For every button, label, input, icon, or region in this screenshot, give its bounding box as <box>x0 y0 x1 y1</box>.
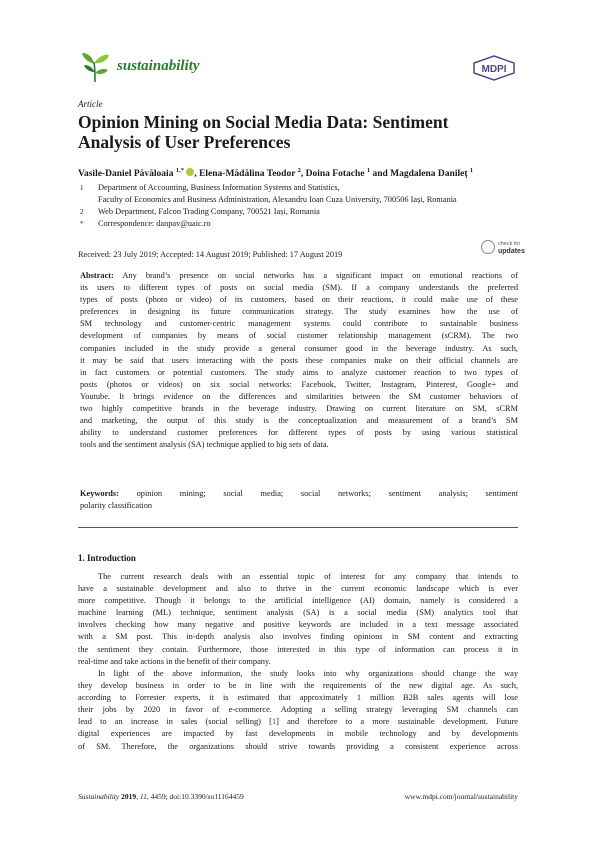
paragraph-line: involves checking how many negative and positive keywords are included in a text message associated <box>78 620 518 630</box>
paragraph-line: The current research deals with an essential topic of interest for any company that intends to <box>98 572 518 581</box>
keywords-text: opinion mining; social media; social networks; sentiment analysis; sentiment <box>118 489 518 498</box>
abstract-line: in fact customers or potential customers. The study aims to analyze customer reaction to two types of <box>80 367 518 377</box>
footer-year: 2019 <box>121 792 137 801</box>
paragraph-line: have a sustainable development and also to thrive in the current economic landscape which is ever <box>78 584 518 594</box>
abstract <box>80 270 518 451</box>
author-affiliation-mark: 1 <box>469 167 474 174</box>
affiliation-text: Web Department, Falcon Trading Company, 700521 Iași, Romania <box>98 207 320 216</box>
paragraph-line <box>78 716 518 728</box>
abstract-text: Any brand’s presence on social networks has a significant impact on emotional reactions of <box>113 271 518 280</box>
keywords-line <box>80 488 518 500</box>
paragraph-line: they develop business in order to be in line with the requirements of the new digital age. As such, <box>78 681 518 691</box>
paragraph-line: of SM. Therefore, the organizations should strive towards providing a consistent experience across <box>78 741 518 751</box>
affiliation-mark: * <box>80 220 84 228</box>
author-affiliation-mark: 1 <box>366 167 371 174</box>
abstract-line <box>80 270 518 282</box>
abstract-line: SM technology and customer-centric management systems could contribute to sustainable business <box>80 319 518 329</box>
article-type: Article <box>78 99 103 109</box>
abstract-line: and marketing, the output of this study is the conceptualization and measurement of a brand’s SM <box>80 416 518 426</box>
paragraph-line: more competitive. Though it belongs to the artificial intelligence (AI) domain, namely is considered a <box>78 596 518 606</box>
abstract-line: two highly competitive brands in the beverage industry. Drawing on current literature on SM, sCRM <box>80 404 518 414</box>
affiliation-text: Department of Accounting, Business Information Systems and Statistics, <box>98 183 340 192</box>
section-heading: 1. Introduction <box>78 553 136 563</box>
keywords <box>80 488 518 512</box>
footer-journal: Sustainability <box>78 792 120 801</box>
author-name[interactable]: , Doina Fotache <box>300 169 365 180</box>
mdpi-logo <box>472 55 516 81</box>
abstract-line: ability to understand customer preferences for different types of posts by using various statistical <box>80 428 518 438</box>
intro-paragraph-2 <box>78 668 518 753</box>
paragraph-text: ] and therefore to a more sustainable development. Future <box>276 717 518 727</box>
author-name[interactable]: Vasile-Daniel Păvăloaia <box>78 169 174 180</box>
author-name[interactable]: and Magdalena Danileț <box>370 169 468 180</box>
author-affiliation-mark: 1,* <box>175 167 184 174</box>
title-line: Analysis of User Preferences <box>78 132 291 152</box>
affiliation-text: Faculty of Economics and Business Administration, Alexandru Ioan Cuza University, 700506 Iași, Romania <box>98 195 457 204</box>
paragraph-line: with a SM post. This in-depth analysis also involves finding opinions in SM content and extracting <box>78 632 518 642</box>
title-line: Opinion Mining on Social Media Data: Sentiment <box>78 112 449 132</box>
abstract-line: its users to different types of posts on social media (SM). If a company understands the preferred <box>80 283 518 293</box>
abstract-line: posts (photos or videos) on six social networks: Facebook, Twitter, Instagram, Pinterest, Google+ and <box>80 379 518 389</box>
paragraph-line: real-time and take actions in the benefit of their company. <box>78 656 271 666</box>
citation-link[interactable]: 1 <box>271 717 277 727</box>
author-affiliation-mark: 2 <box>297 167 301 174</box>
author-list <box>78 167 528 179</box>
paragraph-line: their jobs by 2020 in favor of e-commerce. Adopting a selling strategy leveraging SM channels can <box>78 705 518 715</box>
affiliation-mark: 2 <box>80 208 84 216</box>
paragraph-text: lead to an increase in sales (social selling) [ <box>78 717 272 727</box>
section-divider <box>78 527 518 528</box>
abstract-line: development of companies by means of social customer relationship management (sCRM). The two <box>80 331 518 341</box>
abstract-label: Abstract: <box>80 271 114 280</box>
abstract-line: preferences in designing its future communication strategy. The study examines how the use of <box>80 307 518 317</box>
keywords-label: Keywords: <box>80 489 119 498</box>
paragraph-line: digital experiences are impacted by fast developments in mobile technology and by developments <box>78 729 518 739</box>
paragraph-line: according to Forrester experts, it is estimated that approximately 1 million B2B sales agents will lose <box>78 693 518 703</box>
abstract-line: tools and the sentiment analysis (SA) technique applied to big sets of data. <box>80 440 329 450</box>
footer-url[interactable]: www.mdpi.com/journal/sustainability <box>404 792 518 801</box>
paragraph-line: machine learning (ML) technique, sentiment analysis (SA) is a social media (SM) analytics tool that <box>78 608 518 618</box>
affiliation-1 <box>80 182 520 206</box>
abstract-line: companies included in the study provide a general consumer good in the beverage industry. As such, <box>80 343 518 353</box>
intro-paragraph-1 <box>78 571 518 668</box>
journal-name: sustainability <box>117 58 200 74</box>
correspondence-text[interactable]: Correspondence: danpav@uaic.ro <box>98 219 211 228</box>
article-title <box>78 112 518 152</box>
paragraph-line: In light of the above information, the study looks into why organizations should change the way <box>98 669 518 678</box>
affiliation-2 <box>80 206 520 218</box>
publication-dates: Received: 23 July 2019; Accepted: 14 August 2019; Published: 17 August 2019 <box>78 250 343 259</box>
keywords-line: polarity classification <box>80 501 153 511</box>
abstract-line: types of posts (photo or video) of its customers, based on their reactions, it could make use of these <box>80 295 518 305</box>
author-name[interactable]: , Elena-Mădălina Teodor <box>194 169 296 180</box>
check-for-updates-button[interactable] <box>481 238 525 262</box>
check-updates-icon <box>481 240 495 254</box>
footer-citation: Sustainability 2019, 11, 4459; doi:10.3390/su11164459 <box>78 792 244 801</box>
abstract-line: Youtube. It brings evidence on the differences and similarities between the SM customer behaviors of <box>80 391 518 401</box>
paragraph-line: the sentiment they contain. Furthermore, those interested in this type of information can process it in <box>78 644 518 654</box>
leaf-sprout-icon <box>78 50 112 84</box>
footer-doi[interactable]: , 4459; doi:10.3390/su11164459 <box>146 792 244 801</box>
check-updates-small: check for <box>498 241 521 247</box>
abstract-line: it may be said that users interacting with the posts these companies make on their official channels are <box>80 355 518 365</box>
footer-volume: 11 <box>139 792 147 801</box>
correspondence <box>80 218 520 230</box>
check-updates-big: updates <box>498 248 525 255</box>
publisher-logo-text: MDPI <box>481 64 507 75</box>
affiliation-mark: 1 <box>80 184 84 192</box>
